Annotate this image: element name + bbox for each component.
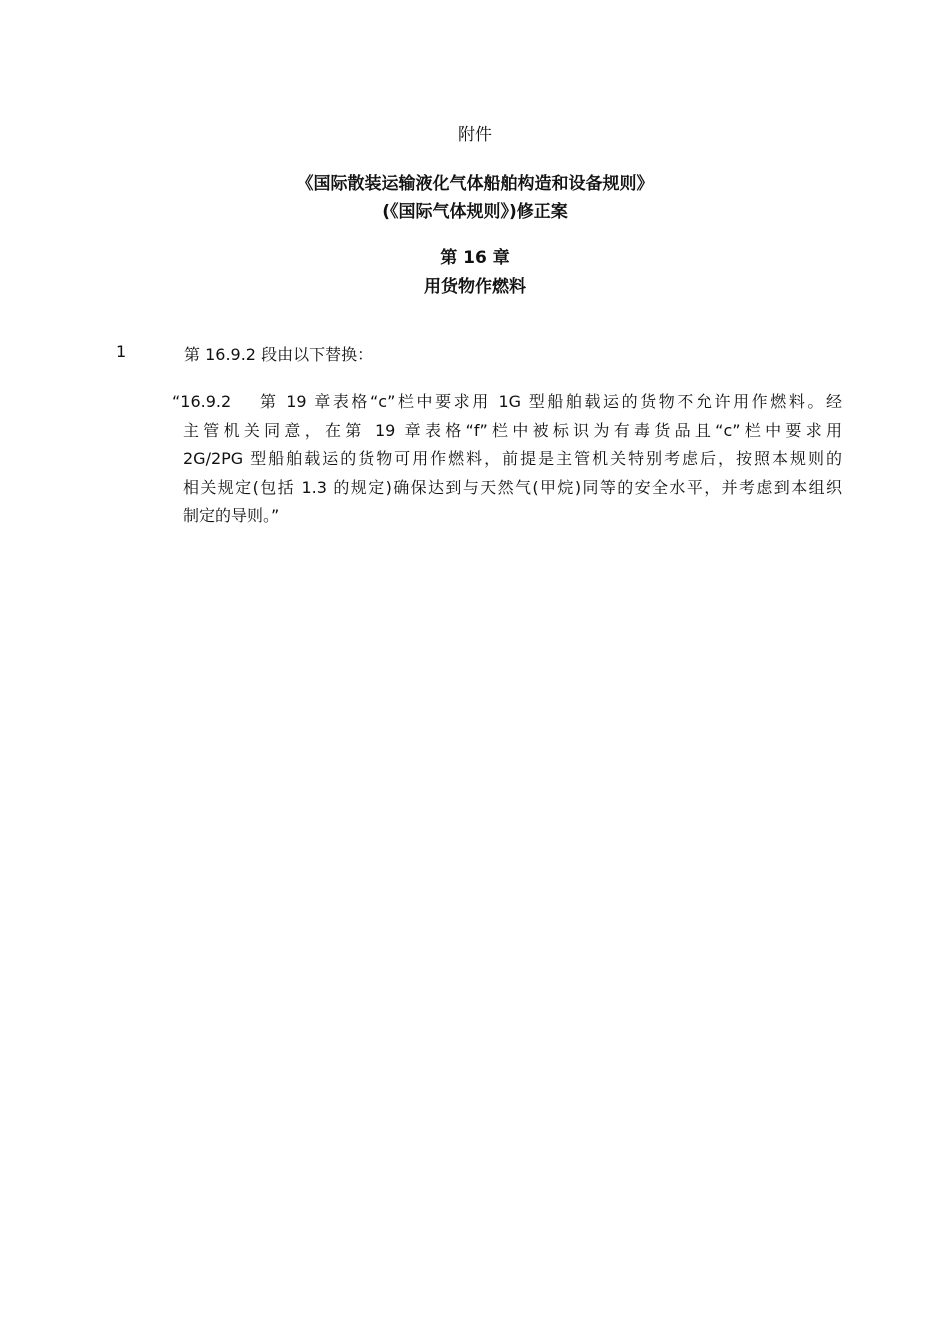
quoted-text-line-4: 相关规定(包括 1.3 的规定)确保达到与天然气(甲烷)同等的安全水平，并考虑到本组织 [183, 477, 842, 497]
quoted-text-line-5: 制定的导则。” [183, 506, 280, 525]
item-instruction: 第 16.9.2 段由以下替换： [184, 345, 374, 364]
chapter-name: 用货物作燃料 [424, 277, 526, 297]
quoted-text-line-1: “16.9.2 第 19 章表格“c”栏中要求用 1G 型船舶载运的货物不允许用作燃料。经 [172, 392, 842, 411]
quoted-amendment-text [172, 388, 842, 531]
document-title-line-1: 《国际散装运输液化气体船舶构造和设备规则》 [296, 174, 654, 194]
item-number: 1 [116, 342, 127, 361]
document-title-line-2: (《国际气体规则》)修正案 [382, 202, 568, 222]
chapter-number: 第 16 章 [440, 248, 510, 268]
document-title [0, 170, 950, 226]
quoted-text-line-2: 主管机关同意，在第 19 章表格“f”栏中被标识为有毒货品且“c”栏中要求用 [183, 420, 842, 440]
annex-label: 附件 [458, 125, 492, 145]
quoted-text-line-3: 2G/2PG 型船舶载运的货物可用作燃料，前提是主管机关特别考虑后，按照本规则的 [183, 449, 842, 468]
chapter-heading [0, 244, 950, 302]
